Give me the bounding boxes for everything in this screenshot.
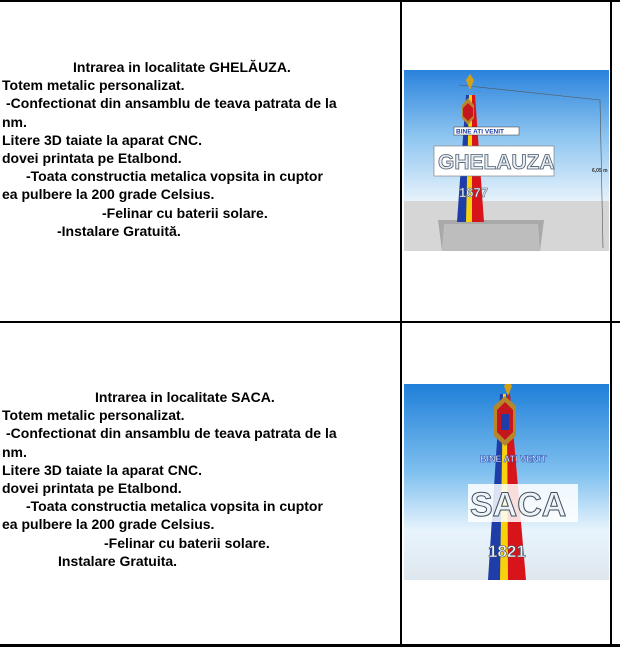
description-line: ea pulbere la 200 grade Celsius. <box>2 516 215 533</box>
product-description-ghelauza <box>0 58 400 240</box>
table-border-top <box>0 0 620 2</box>
totem-image-ghelauza <box>404 70 609 251</box>
description-line: Litere 3D taiate la aparat CNC. <box>2 131 202 148</box>
description-line: dovei printata pe Etalbond. <box>2 149 182 166</box>
description-line: -Instalare Gratuită. <box>57 222 181 239</box>
description-line: dovei printata pe Etalbond. <box>2 479 182 496</box>
totem-image-saca <box>404 384 609 580</box>
column-divider <box>400 0 402 647</box>
description-line: -Toata constructia metalica vopsita in cuptor <box>26 498 323 515</box>
row-divider <box>0 321 620 323</box>
description-title: Intrarea in localitate GHELĂUZA. <box>73 59 291 75</box>
description-line: -Toata constructia metalica vopsita in cuptor <box>26 168 323 185</box>
founding-year: 1677 <box>459 185 488 200</box>
banner-text: BINE ATI VENIT <box>456 128 505 136</box>
description-line: Totem metalic personalizat. <box>2 407 185 424</box>
locality-name: SACA <box>470 486 567 524</box>
description-line: nm. <box>2 113 27 130</box>
founding-year: 1821 <box>488 542 526 561</box>
description-line: -Felinar cu baterii solare. <box>102 204 268 221</box>
description-line: -Confectionat din ansamblu de teava patrata de la <box>6 425 337 442</box>
description-line: Totem metalic personalizat. <box>2 77 185 94</box>
description-line: -Felinar cu baterii solare. <box>104 534 270 551</box>
description-line: ea pulbere la 200 grade Celsius. <box>2 186 215 203</box>
locality-name: GHELAUZA <box>438 151 555 174</box>
banner-text: BINE ATI VENIT <box>480 454 547 464</box>
dimension-label: 6,05 m <box>592 168 608 174</box>
description-title: Intrarea in localitate SACA. <box>95 389 275 405</box>
description-line: -Confectionat din ansamblu de teava patrata de la <box>6 95 337 112</box>
column-divider-right <box>610 0 612 647</box>
description-line: Instalare Gratuita. <box>58 552 178 569</box>
description-line: nm. <box>2 443 27 460</box>
product-description-saca <box>0 388 400 570</box>
description-line: Litere 3D taiate la aparat CNC. <box>2 461 202 478</box>
